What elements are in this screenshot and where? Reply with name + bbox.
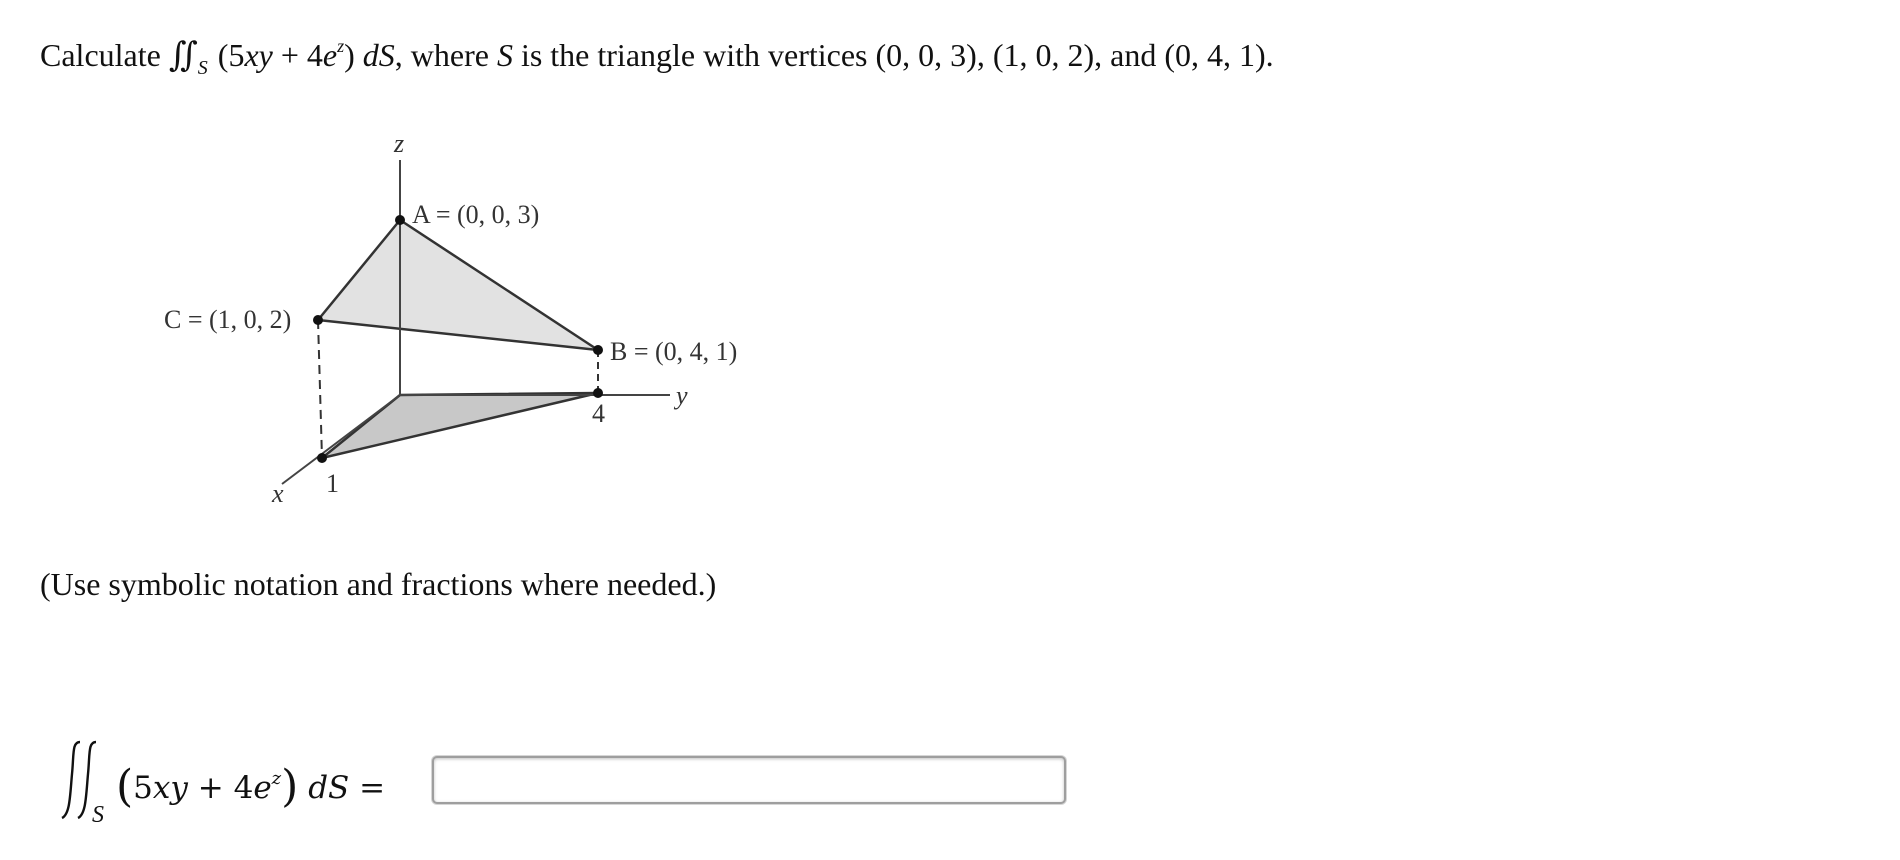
- label-point-a: A = (0, 0, 3): [412, 200, 540, 229]
- dashed-line-c: [318, 320, 322, 458]
- double-integral-symbol: ∬: [168, 37, 192, 74]
- answer-expression: [116, 754, 385, 813]
- answer-equals: =: [359, 770, 386, 806]
- answer-input-field[interactable]: [432, 756, 1066, 804]
- answer-paren-close: ): [281, 761, 299, 812]
- integrand-exponent: z: [337, 36, 345, 56]
- where-text: , where: [394, 37, 489, 73]
- integrand-e: e: [322, 37, 338, 73]
- point-x1: [317, 453, 327, 463]
- label-point-b: B = (0, 4, 1): [610, 337, 738, 366]
- triangle-figure: [150, 120, 790, 520]
- triangle-projection: [322, 393, 598, 458]
- tick-label-y-4: 4: [592, 399, 605, 428]
- point-b: [593, 345, 603, 355]
- integrand-plus: + 4: [272, 37, 323, 73]
- answer-exponent: z: [271, 768, 282, 789]
- point-a: [395, 215, 405, 225]
- integrand-xy: xy: [244, 37, 273, 73]
- answer-dS: dS: [308, 770, 350, 806]
- problem-prefix: Calculate: [40, 37, 161, 73]
- answer-row: [58, 734, 1158, 830]
- surface-variable: S: [496, 37, 513, 73]
- integral-subscript: S: [197, 57, 208, 79]
- double-integral-icon: [58, 734, 118, 830]
- surface-element: dS: [362, 37, 395, 73]
- point-y4: [593, 388, 603, 398]
- answer-term1: 5: [133, 770, 153, 806]
- label-point-c: C = (1, 0, 2): [164, 305, 292, 334]
- tick-label-x-1: 1: [326, 469, 339, 498]
- axis-label-z: z: [394, 129, 405, 158]
- point-c: [313, 315, 323, 325]
- answer-plus: + 4: [187, 770, 254, 806]
- axis-label-y: y: [676, 381, 688, 410]
- double-integral-glyph: [58, 734, 118, 830]
- problem-statement: [40, 20, 1274, 94]
- answer-paren-open: (: [116, 761, 134, 812]
- instruction-note: (Use symbolic notation and fractions where needed.): [40, 566, 717, 602]
- triangle-surface: [318, 220, 598, 350]
- axis-label-x: x: [272, 479, 284, 508]
- answer-term1-vars: xy: [152, 770, 188, 806]
- integrand-close: ): [344, 37, 355, 73]
- triangle-diagram: [150, 120, 790, 520]
- problem-rest: is the triangle with vertices (0, 0, 3), (1, 0, 2), and (0, 4, 1).: [520, 37, 1274, 73]
- integrand-open: (5: [217, 37, 245, 73]
- answer-e: e: [253, 770, 272, 806]
- answer-integral-subscript: S: [92, 802, 104, 828]
